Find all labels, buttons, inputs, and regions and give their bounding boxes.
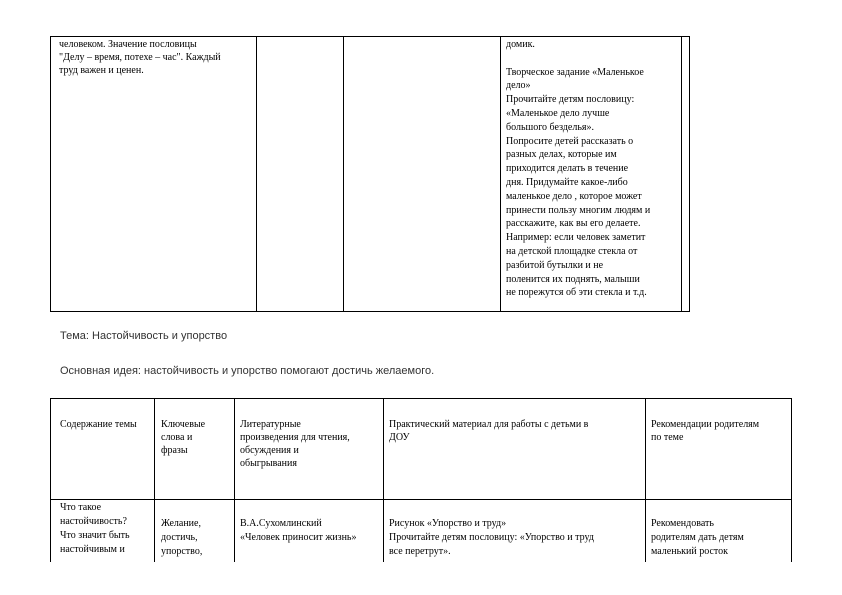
- header-literature: Литературные произведения для чтения, обсуждения и обыгрывания: [240, 419, 350, 469]
- theme-line: Тема: Настойчивость и упорство: [60, 330, 228, 342]
- row-keywords: Желание, достичь, упорство,: [161, 518, 203, 557]
- header-recommendations: Рекомендации родителям по теме: [651, 419, 760, 443]
- column-divider: [234, 399, 235, 562]
- column-divider: [500, 37, 501, 311]
- row-content: Что такое настойчивость? Что значит быть настойчивым и: [60, 502, 130, 555]
- row-divider: [51, 499, 791, 500]
- row-practical: Рисунок «Упорство и труд» Прочитайте детям пословицу: «Упорство и труд все перетрут».: [389, 518, 594, 557]
- header-keywords: Ключевые слова и фразы: [161, 419, 206, 456]
- row-recommendations: Рекомендовать родителям дать детям маленький росток: [651, 518, 744, 557]
- header-content: Содержание темы: [60, 419, 137, 430]
- top-cell-content: человеком. Значение пословицы "Делу – время, потехе – час". Каждый труд важен и ценен.: [59, 39, 221, 76]
- header-practical: Практический материал для работы с детьми в ДОУ: [389, 419, 589, 443]
- column-divider: [383, 399, 384, 562]
- column-divider: [645, 399, 646, 562]
- row-literature: В.А.Сухомлинский «Человек приносит жизнь»: [240, 518, 357, 543]
- bottom-table: [50, 398, 792, 562]
- column-divider: [256, 37, 257, 311]
- top-table: [50, 36, 690, 312]
- top-cell-practical: домик. Творческое задание «Маленькое дело» Прочитайте детям пословицу: «Маленькое дело лучше большого безделья». Попросите детей рассказать о разных делах, которые им приходится делать в течение дня. Придумайте какое-либо маленькое дело , которое может принести пользу многим людям и расскажите, как вы его делаете. Например: если человек заметит на детской площадке стекла от разбитой бутылки и не поленится их поднять, малыши не порежутся об эти стекла и т.д.: [506, 39, 651, 299]
- column-divider: [154, 399, 155, 562]
- column-divider: [343, 37, 344, 311]
- main-idea: Основная идея: настойчивость и упорство помогают достичь желаемого.: [60, 365, 435, 377]
